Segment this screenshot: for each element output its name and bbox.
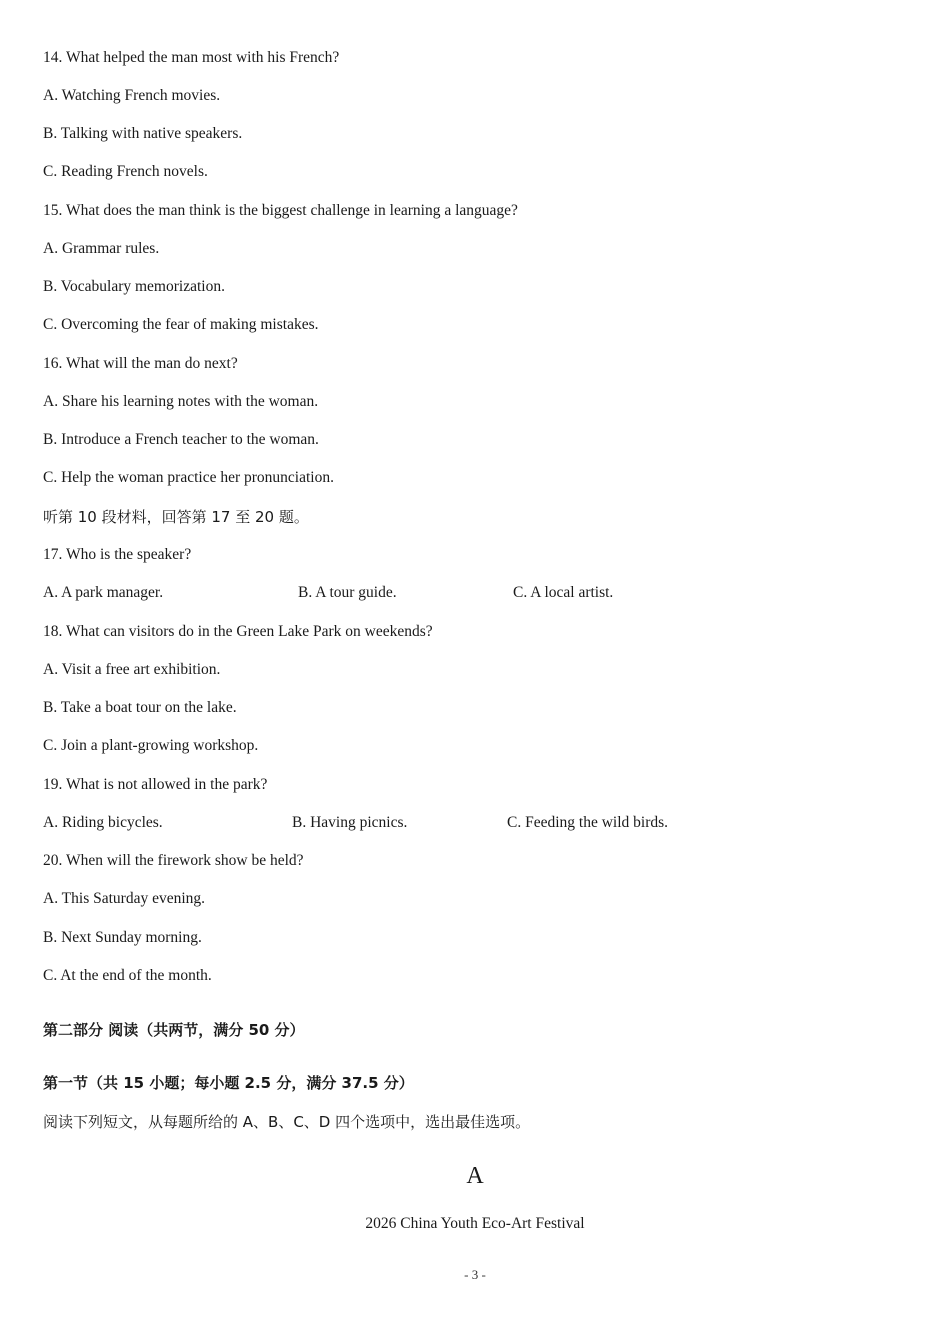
question-18-option-b: B. Take a boat tour on the lake. (43, 699, 237, 716)
section-1-heading: 第一节（共 15 小题；每小题 2.5 分，满分 37.5 分） (43, 1074, 414, 1092)
question-18-option-c: C. Join a plant-growing workshop. (43, 737, 259, 754)
question-20-option-c: C. At the end of the month. (43, 967, 212, 984)
question-17-option-a: A. A park manager. (43, 584, 164, 601)
reading-instruction: 阅读下列短文，从每题所给的 A、B、C、D 四个选项中，选出最佳选项。 (43, 1113, 531, 1131)
question-17-option-b: B. A tour guide. (298, 584, 397, 601)
question-17-option-c: C. A local artist. (513, 584, 614, 601)
section-10-instruction: 听第 10 段材料，回答第 17 至 20 题。 (43, 508, 309, 526)
question-14-option-c: C. Reading French novels. (43, 163, 208, 180)
question-19-option-a: A. Riding bicycles. (43, 814, 163, 831)
question-16-option-c: C. Help the woman practice her pronunciation. (43, 469, 334, 486)
question-15-option-b: B. Vocabulary memorization. (43, 278, 225, 295)
question-20-option-b: B. Next Sunday morning. (43, 929, 202, 946)
question-16-option-a: A. Share his learning notes with the woman. (43, 393, 319, 410)
question-20-option-a: A. This Saturday evening. (43, 890, 206, 907)
question-16-option-b: B. Introduce a French teacher to the woman. (43, 431, 319, 448)
question-15-option-a: A. Grammar rules. (43, 240, 160, 257)
question-18-stem: 18. What can visitors do in the Green Lake Park on weekends? (43, 623, 433, 640)
question-15-stem: 15. What does the man think is the biggest challenge in learning a language? (43, 202, 518, 219)
passage-title: 2026 China Youth Eco-Art Festival (365, 1215, 585, 1232)
question-14-stem: 14. What helped the man most with his French? (43, 49, 340, 66)
question-19-stem: 19. What is not allowed in the park? (43, 776, 268, 793)
question-18-option-a: A. Visit a free art exhibition. (43, 661, 221, 678)
question-20-stem: 20. When will the firework show be held? (43, 852, 304, 869)
question-16-stem: 16. What will the man do next? (43, 355, 238, 372)
passage-letter: A (466, 1163, 484, 1189)
question-19-option-c: C. Feeding the wild birds. (507, 814, 669, 831)
question-14-option-b: B. Talking with native speakers. (43, 125, 243, 142)
question-15-option-c: C. Overcoming the fear of making mistakes. (43, 316, 319, 333)
question-14-option-a: A. Watching French movies. (43, 87, 221, 104)
question-19-option-b: B. Having picnics. (292, 814, 408, 831)
page-number: - 3 - (464, 1267, 486, 1282)
question-19-options (0, 813, 950, 833)
question-17-options (0, 583, 950, 603)
part-2-heading: 第二部分 阅读（共两节，满分 50 分） (43, 1021, 305, 1039)
question-17-stem: 17. Who is the speaker? (43, 546, 192, 563)
